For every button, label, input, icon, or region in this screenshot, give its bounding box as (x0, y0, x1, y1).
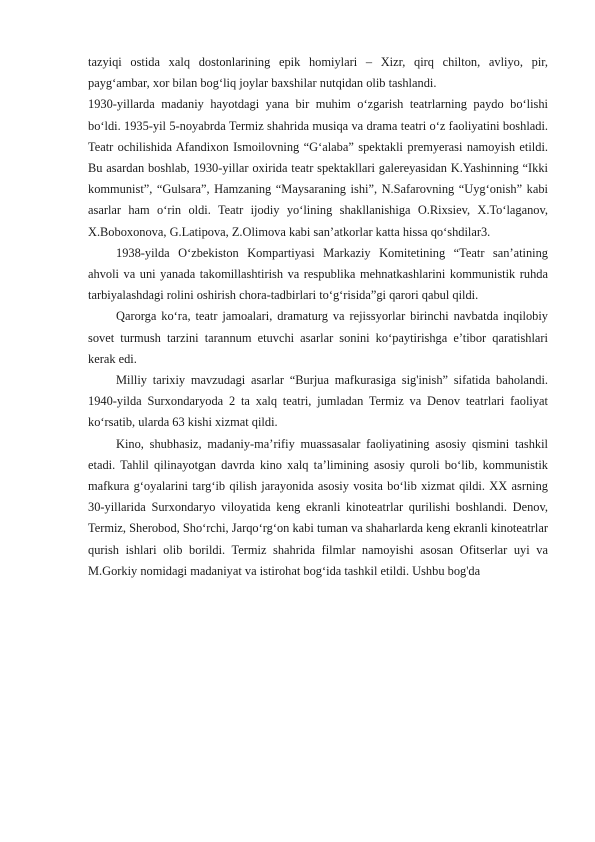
paragraph: Kino, shubhasiz, madaniy-ma’rifiy muassasalar faoliyatining asosiy qismini tashkil etadi. Tahlil qilinayotgan davrda kino xalq ta’limining asosiy quroli bo‘lib, kommunistik mafkura g‘oyalarini targ‘ib qilish jarayonida asosiy vosita bo‘lib xizmat qildi. XX asrning 30-yillarida Surxondaryo viloyatida keng ekranli kinoteatrlar qurilishi boshlandi. Denov, Termiz, Sherobod, Sho‘rchi, Jarqo‘rg‘on kabi tuman va shaharlarda keng ekranli kinoteatrlar qurish ishlari olib borildi. Termiz shahrida filmlar namoyishi asosan Ofitserlar uyi va M.Gorkiy nomidagi madaniyat va istirohat bog‘ida tashkil etildi. Ushbu bog'da (88, 436, 548, 578)
paragraph: 1930-yillarda madaniy hayotdagi yana bir muhim o‘zgarish teatrlarning paydo bo‘lishi bo‘ldi. 1935-yil 5-noyabrda Termiz shahrida musiqa va drama teatri o‘z faoliyatini boshladi. Teatr ochilishida Afandixon Ismoilovning “G‘alaba” spektakli premyerasi namoyish etildi. Bu asardan boshlab, 1930-yillar oxirida teatr spektakllari galereyasidan K.Yashinning “Ikki kommunist”, “Gulsara”, Hamzaning “Maysaraning ishi”, N.Safarovning “Uyg‘onish” kabi asarlar ham o‘rin oldi. Teatr ijodiy yo‘lining shakllanishiga O.Rixsiev, X.To‘laganov, X.Boboxonova, G.Latipova, Z.Olimova kabi san’atkorlar katta hissa qo‘shdilar3. (88, 97, 548, 239)
paragraph: Milliy tarixiy mavzudagi asarlar “Burjua mafkurasiga sig'inish” sifatida baholandi. 1940-yilda Surxondaryoda 2 ta xalq teatri, jumladan Termiz va Denov teatrlari faoliyat ko‘rsatib, ularda 63 kishi xizmat qildi. (88, 373, 548, 430)
paragraph: tazyiqi ostida xalq dostonlarining epik homiylari – Xizr, qirq chilton, avliyo, pir, payg‘ambar, xor bilan bog‘liq joylar baxshilar nutqidan olib tashlandi. (88, 55, 548, 91)
body-text (88, 52, 548, 582)
paragraph: 1938-yilda O‘zbekiston Kompartiyasi Markaziy Komitetining “Teatr san’atining ahvoli va uni yanada takomillashtirish va respublika mehnatkashlarini kommunistik ruhda tarbiyalashdagi rolini oshirish chora-tadbirlari to‘g‘risida”gi qarori qabul qildi. (88, 245, 548, 303)
paragraph: Qarorga ko‘ra, teatr jamoalari, dramaturg va rejissyorlar birinchi navbatda inqilobiy sovet turmush tarzini tarannum etuvchi asarlar sonini ko‘paytirishga e’tibor qaratishlari kerak edi. (88, 309, 548, 366)
